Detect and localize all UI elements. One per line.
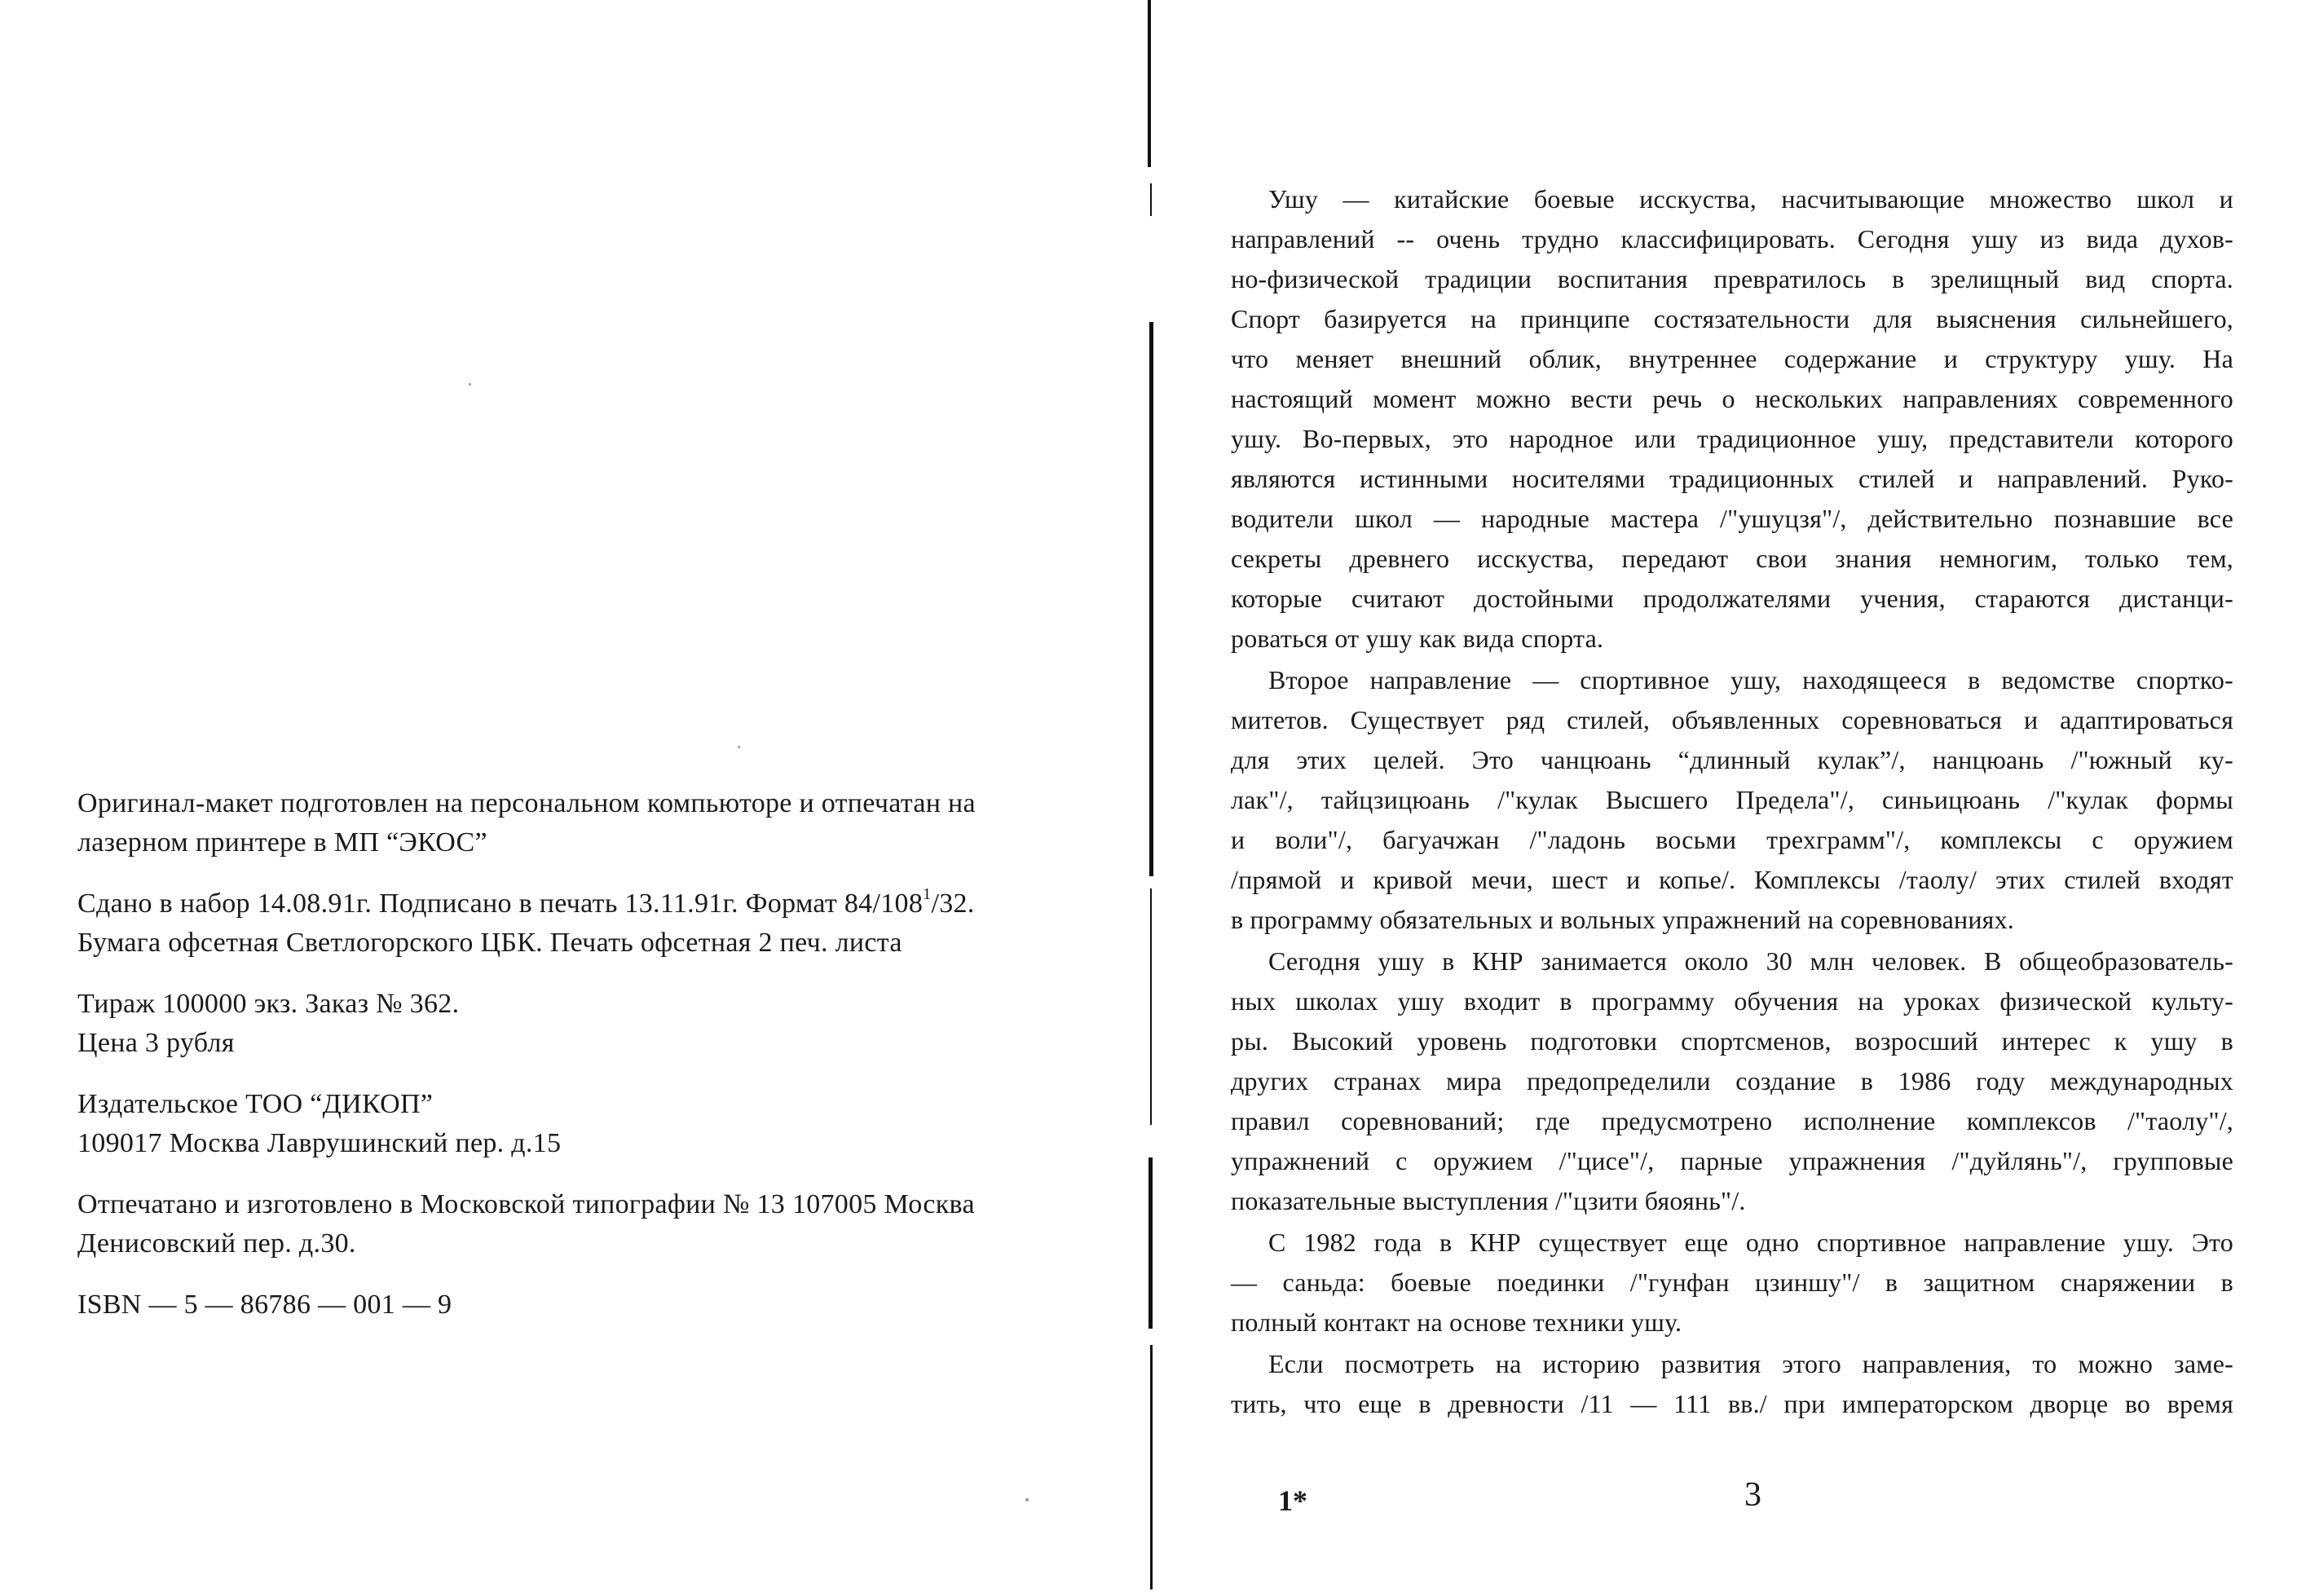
main-text — [1231, 179, 2233, 1426]
gutter-shadow — [1148, 0, 1151, 167]
text-line: Второе направление — спортивное ушу, находящееся в ведомстве спортко- — [1268, 665, 2233, 694]
typesetting-line-1 — [77, 884, 1076, 924]
book-gutter — [1145, 0, 1155, 1596]
text-line: направлений -- очень трудно классифицировать. Сегодня ушу из вида духов- — [1231, 224, 2233, 254]
gutter-shadow — [1149, 322, 1153, 876]
scan-speck — [738, 746, 740, 748]
price: Цена 3 рубля — [77, 1028, 235, 1058]
isbn: ISBN — 5 — 86786 — 001 — 9 — [77, 1290, 452, 1320]
text-line: которые считают достойными продолжателями учения, стараются дистанци- — [1231, 584, 2233, 613]
text-line: настоящий момент можно вести речь о нескольких направлениях современного — [1231, 384, 2233, 413]
scan-speck — [1025, 1498, 1029, 1501]
printing-house-line-1: Отпечатано и изготовлено в Московской типографии № 13 107005 Москва — [77, 1189, 975, 1219]
publisher-name: Издательское ТОО “ДИКОП” — [77, 1089, 434, 1119]
layout-note-line-2: лазерном принтере в МП “ЭКОС” — [77, 827, 487, 858]
paragraph-3 — [1231, 941, 2233, 1221]
text-line: являются истинными носителями традиционных стилей и направлений. Руко- — [1231, 464, 2233, 493]
text-line: Ушу — китайские боевые исскуства, насчитывающие множество школ и — [1268, 184, 2233, 214]
text-line: показательные выступления /"цзити бяоянь"/. — [1231, 1186, 1746, 1215]
text-line: роваться от ушу как вида спорта. — [1231, 624, 1604, 653]
text-line: для этих целей. Это чанцюань “длинный кулак”/, нанцюань /"южный ку- — [1231, 745, 2233, 774]
imprint-block — [77, 784, 1076, 1347]
text-line: С 1982 года в КНР существует еще одно спортивное направление ушу. Это — [1268, 1228, 2233, 1257]
text-line: митетов. Существует ряд стилей, объявленных соревноваться и адаптироваться — [1231, 705, 2233, 734]
text-line: Если посмотреть на историю развития этого направления, то можно заме- — [1268, 1349, 2233, 1378]
format-denominator: /32. — [931, 888, 975, 919]
text-line: правил соревнований; где предусмотрено исполнение комплексов /"таолу"/, — [1231, 1106, 2233, 1135]
paragraph-1 — [1231, 179, 2233, 659]
text-line: упражнений с оружием /"цисе"/, парные упражнения /"дуйлянь"/, групповые — [1231, 1146, 2233, 1175]
print-run-block — [77, 985, 1076, 1063]
gutter-shadow — [1150, 183, 1152, 216]
text-line: лак"/, тайцзицюань /"кулак Высшего Предела"/, синьицюань /"кулак формы — [1231, 785, 2233, 814]
signature-mark: 1* — [1278, 1484, 1307, 1517]
format-superscript: 1 — [923, 885, 932, 903]
text-line: других странах мира предопределили создание в 1986 году международных — [1231, 1066, 2233, 1096]
paragraph-2 — [1231, 660, 2233, 940]
text-line: Спорт базируется на принципе состязательности для выяснения сильнейшего, — [1231, 304, 2233, 333]
printing-house-line-2: Денисовский пер. д.30. — [77, 1228, 356, 1259]
text-line: полный контакт на основе техники ушу. — [1231, 1307, 1682, 1337]
page-number: 3 — [1744, 1476, 1761, 1514]
text-line: /прямой и кривой мечи, шест и копье/. Комплексы /таолу/ этих стилей входят — [1231, 865, 2233, 894]
gutter-shadow — [1148, 1157, 1153, 1329]
gutter-shadow — [1150, 1345, 1153, 1589]
text-line: что меняет внешний облик, внутреннее содержание и структуру ушу. На — [1231, 344, 2233, 373]
gutter-shadow — [1150, 888, 1152, 1125]
text-line: но-физической традиции воспитания превратилось в зрелищный вид спорта. — [1231, 264, 2233, 293]
text-line: ных школах ушу входит в программу обучения на уроках физической культу- — [1231, 986, 2233, 1016]
typesetting-line-2: Бумага офсетная Светлогорского ЦБК. Печать офсетная 2 печ. листа — [77, 928, 902, 958]
isbn-block — [77, 1285, 1076, 1325]
publisher-address: 109017 Москва Лаврушинский пер. д.15 — [77, 1128, 562, 1158]
text-line: тить, что еще в древности /11 — 111 вв./ при императорском дворце во время — [1231, 1389, 2233, 1418]
typesetting-text: Сдано в набор 14.08.91г. Подписано в печать 13.11.91г. Формат 84/108 — [77, 888, 924, 919]
left-page — [0, 0, 1141, 1596]
text-line: и воли"/, багуачжан /"ладонь восьми трехграмм"/, комплексы с оружием — [1231, 825, 2233, 854]
text-line: секреты древнего исскуства, передают свои знания немногим, только тем, — [1231, 544, 2233, 573]
printing-house-block — [77, 1185, 1076, 1263]
text-line: в программу обязательных и вольных упражнений на соревнованиях. — [1231, 905, 2015, 934]
paragraph-4 — [1231, 1223, 2233, 1342]
publisher-block — [77, 1085, 1076, 1163]
text-line: ры. Высокий уровень подготовки спортсменов, возросший интерес к ушу в — [1231, 1026, 2233, 1056]
print-run: Тираж 100000 экз. Заказ № 362. — [77, 989, 460, 1019]
text-line: — саньда: боевые поединки /"гунфан цзиншу"/ в защитном снаряжении в — [1231, 1268, 2233, 1297]
layout-note — [77, 784, 1076, 862]
text-line: ушу. Во-первых, это народное или традиционное ушу, представители которого — [1231, 424, 2233, 453]
text-line: Сегодня ушу в КНР занимается около 30 млн человек. В общеобразователь- — [1268, 946, 2233, 976]
scan-speck — [469, 383, 471, 386]
text-line: водители школ — народные мастера /"ушуцзя"/, действительно познавшие все — [1231, 504, 2233, 533]
typesetting-note — [77, 884, 1076, 963]
layout-note-line-1: Оригинал-макет подготовлен на персональном компьюторе и отпечатан на — [77, 788, 976, 818]
paragraph-5 — [1231, 1344, 2233, 1424]
